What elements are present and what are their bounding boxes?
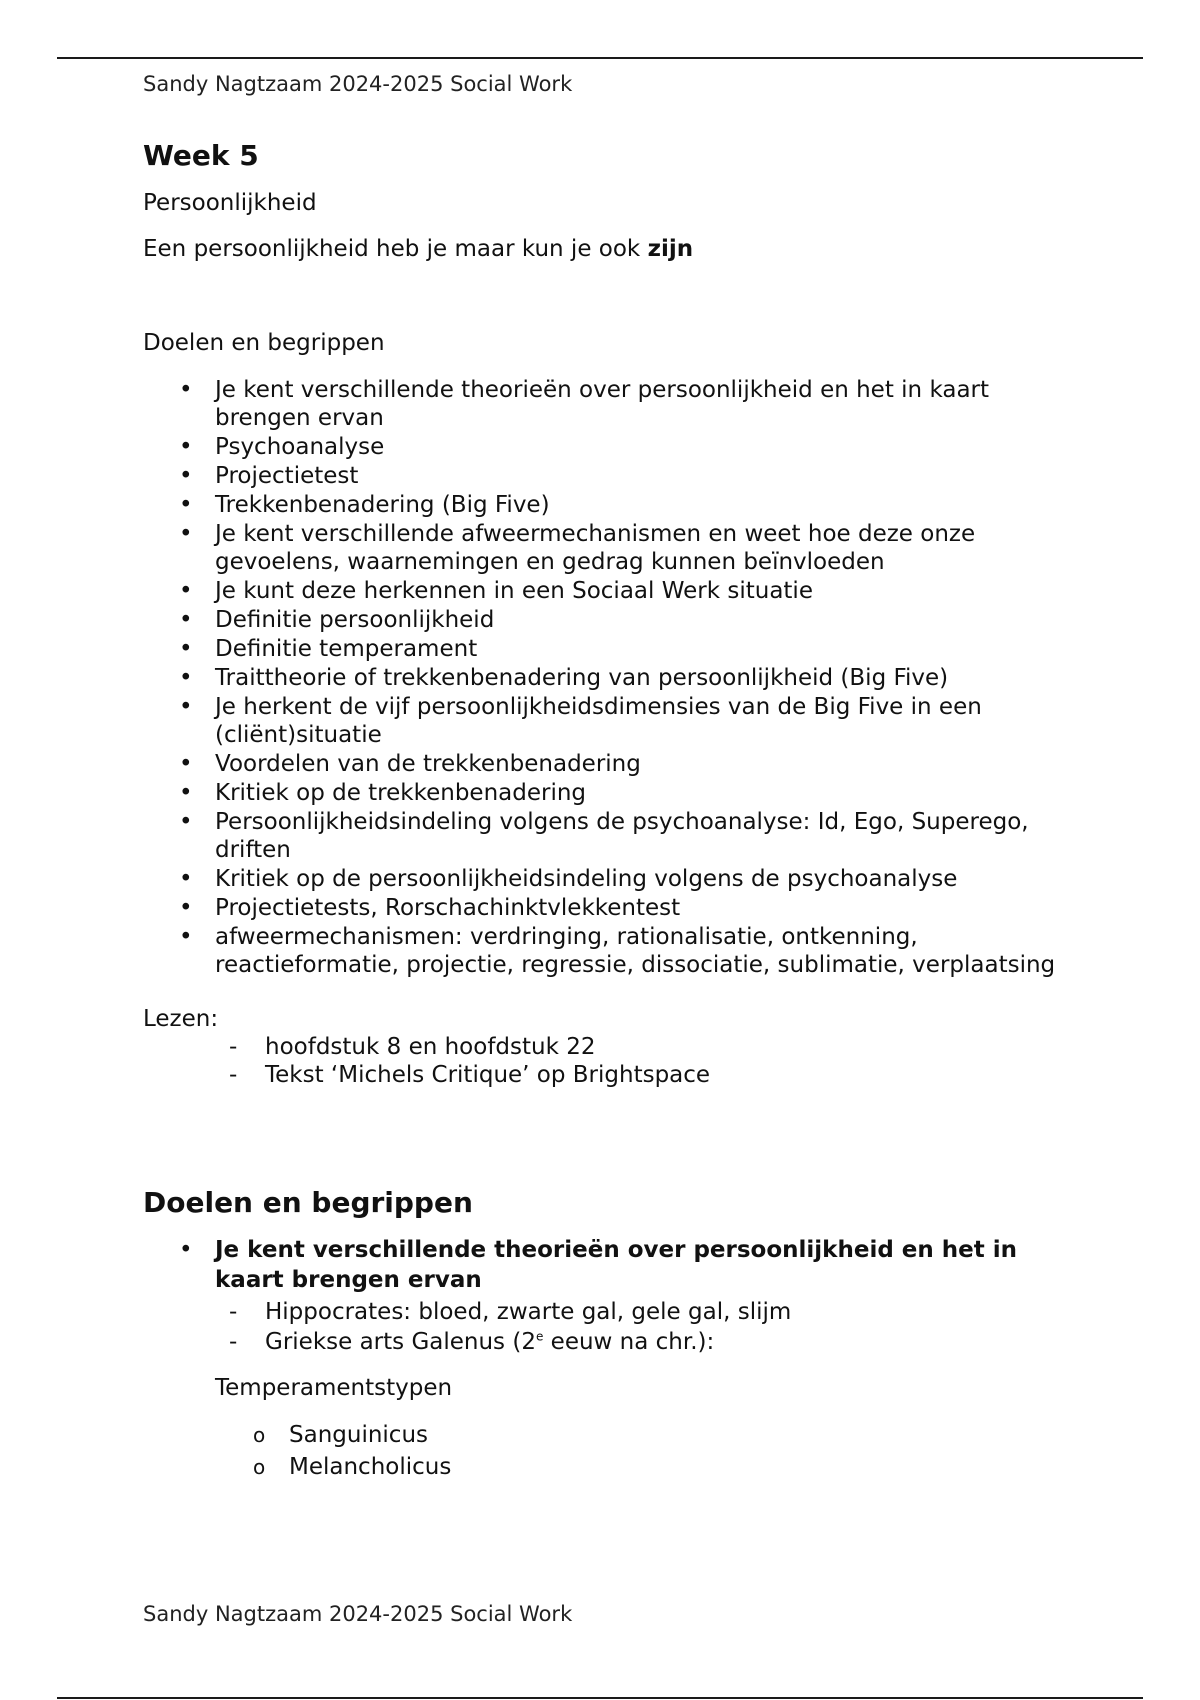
intro-text: Een persoonlijkheid heb je maar kun je ook [143,236,648,262]
page-footer: Sandy Nagtzaam 2024-2025 Social Work [143,1602,573,1626]
temperament-list [215,1419,1075,1483]
list-item: • Trekkenbenadering (Big Five) [215,491,1075,519]
list-item: • Kritiek op de persoonlijkheidsindeling volgens de psychoanalyse [215,865,1075,893]
goals-list [143,376,1103,979]
reading-item: - Tekst ‘Michels Critique’ op Brightspace [265,1061,1103,1089]
list-item: • Voordelen van de trekkenbenadering [215,750,1075,778]
page-header: Sandy Nagtzaam 2024-2025 Social Work [143,72,573,96]
detailed-goals-list [143,1235,1103,1483]
list-item [215,1235,1075,1483]
galenus-text-end: eeuw na chr.): [543,1329,715,1355]
list-item: • Definitie temperament [215,635,1075,663]
list-item: • Kritiek op de trekkenbenadering [215,779,1075,807]
intro-sentence [143,234,1103,264]
bottom-rule [57,1697,1143,1699]
list-item: • Traittheorie of trekkenbenadering van persoonlijkheid (Big Five) [215,664,1075,692]
list-item: • afweermechanismen: verdringing, rationalisatie, ontkenning, reactieformatie, projectie, regressie, dissociatie, sublimatie, verplaatsing [215,923,1075,979]
list-item: • Je herkent de vijf persoonlijkheidsdimensies van de Big Five in een (cliënt)situatie [215,693,1075,749]
goals-label: Doelen en begrippen [143,330,385,356]
intro-bold-word: zijn [647,236,694,262]
goal-title: • Je kent verschillende theorieën over persoonlijkheid en het in kaart brengen ervan [215,1237,1018,1293]
sub-item-hippocrates: - Hippocrates: bloed, zwarte gal, gele gal, slijm [265,1297,1075,1327]
temperament-label: Temperamentstypen [215,1375,453,1401]
reading-item: - hoofdstuk 8 en hoofdstuk 22 [265,1033,1103,1061]
list-item: • Definitie persoonlijkheid [215,606,1075,634]
sub-item-galenus [265,1327,1075,1357]
section-heading: Doelen en begrippen [143,1186,473,1219]
list-item: • Persoonlijkheidsindeling volgens de psychoanalyse: Id, Ego, Superego, driften [215,808,1075,864]
top-rule [57,57,1143,59]
list-item: • Projectietests, Rorschachinktvlekkentest [215,894,1075,922]
subject-title: Persoonlijkheid [143,190,317,216]
temperament-item: o Melancholicus [289,1451,1075,1483]
reading-list [143,1033,1103,1089]
list-item: • Je kunt deze herkennen in een Sociaal Werk situatie [215,577,1075,605]
page-content [143,70,1103,1483]
sub-list [215,1297,1075,1357]
list-item: • Je kent verschillende afweermechanismen en weet hoe deze onze gevoelens, waarnemingen en gedrag kunnen beïnvloeden [215,520,1075,576]
list-item: • Je kent verschillende theorieën over persoonlijkheid en het in kaart brengen ervan [215,376,1075,432]
galenus-superscript: e [535,1329,544,1344]
reading-label: Lezen: [143,1006,219,1032]
week-title: Week 5 [143,139,259,172]
galenus-text: Griekse arts Galenus (2 [265,1329,536,1355]
temperament-item: o Sanguinicus [289,1419,1075,1451]
list-item: • Psychoanalyse [215,433,1075,461]
list-item: • Projectietest [215,462,1075,490]
